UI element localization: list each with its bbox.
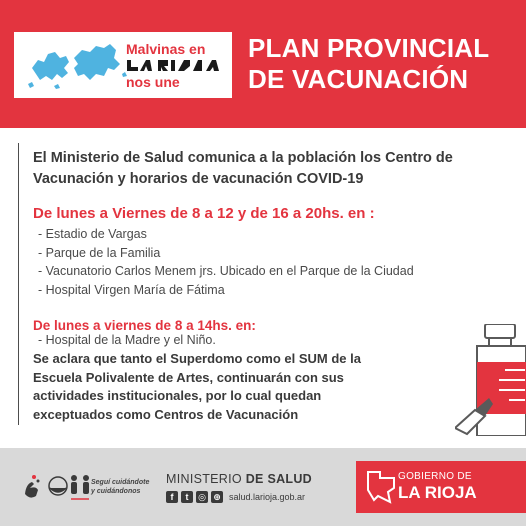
title-line1: PLAN PROVINCIAL <box>248 33 490 63</box>
website-link[interactable]: salud.larioja.gob.ar <box>229 492 306 502</box>
list-item: - Hospital Virgen María de Fátima <box>38 282 225 297</box>
list-item: - Estadio de Vargas <box>38 227 147 241</box>
care-line1: Seguí cuidándote <box>91 479 150 486</box>
care-slogan <box>91 478 151 496</box>
logo-text <box>126 41 230 90</box>
la-rioja-province-icon <box>366 470 396 504</box>
main-content <box>0 128 526 448</box>
web-icon[interactable]: ⊕ <box>211 491 223 503</box>
la-rioja-wordmark-icon <box>126 58 221 72</box>
schedule-1-list <box>38 225 414 299</box>
la-rioja-wordmark <box>126 58 230 72</box>
vertical-divider <box>18 143 19 425</box>
footer <box>0 448 526 526</box>
hands-icon <box>25 475 40 498</box>
list-item: - Parque de la Familia <box>38 245 161 260</box>
twitter-icon[interactable]: t <box>181 491 193 503</box>
care-line2: y cuidándonos <box>91 488 141 495</box>
notice-text: Se aclara que tanto el Superdomo como el SUM de la Escuela Polivalente de Artes, continuarán con sus actividades institucionales, por lo cual quedan exceptuados como Centros de Vacunación <box>33 351 361 423</box>
schedule-1-title: De lunes a Viernes de 8 a 12 y de 16 a 20hs. en : <box>33 205 375 222</box>
logo-line1: Malvinas en <box>126 41 206 57</box>
ministry-prefix: MINISTERIO <box>166 472 242 486</box>
gobierno-logo <box>356 461 526 513</box>
page-title <box>248 33 518 95</box>
gob-line1: GOBIERNO DE <box>398 471 472 482</box>
header-banner <box>0 0 526 128</box>
list-item: - Hospital de la Madre y el Niño. <box>38 333 216 347</box>
mask-face-icon <box>49 477 67 495</box>
facebook-icon[interactable]: f <box>166 491 178 503</box>
intro-text: El Ministerio de Salud comunica a la población los Centro de Vacunación y horarios de vacunación COVID-19 <box>33 150 453 187</box>
social-links <box>166 490 305 504</box>
instagram-icon[interactable]: ◎ <box>196 491 208 503</box>
gobierno-text <box>398 471 477 503</box>
gob-line2: LA RIOJA <box>398 483 477 502</box>
list-item: - Vacunatorio Carlos Menem jrs. Ubicado en el Parque de la Ciudad <box>38 264 414 279</box>
distance-icon <box>71 475 89 499</box>
schedule-2-list <box>38 332 216 348</box>
logo-line3: nos une <box>126 74 180 90</box>
ministry-bold: DE SALUD <box>245 472 312 486</box>
schedule-2-title: De lunes a viernes de 8 a 14hs. en: <box>33 318 256 333</box>
vaccine-vial-icon <box>455 324 526 436</box>
malvinas-logo <box>14 32 232 98</box>
malvinas-islands-icon <box>24 38 129 93</box>
ministry-label <box>166 472 312 486</box>
title-line2: DE VACUNACIÓN <box>248 64 469 94</box>
